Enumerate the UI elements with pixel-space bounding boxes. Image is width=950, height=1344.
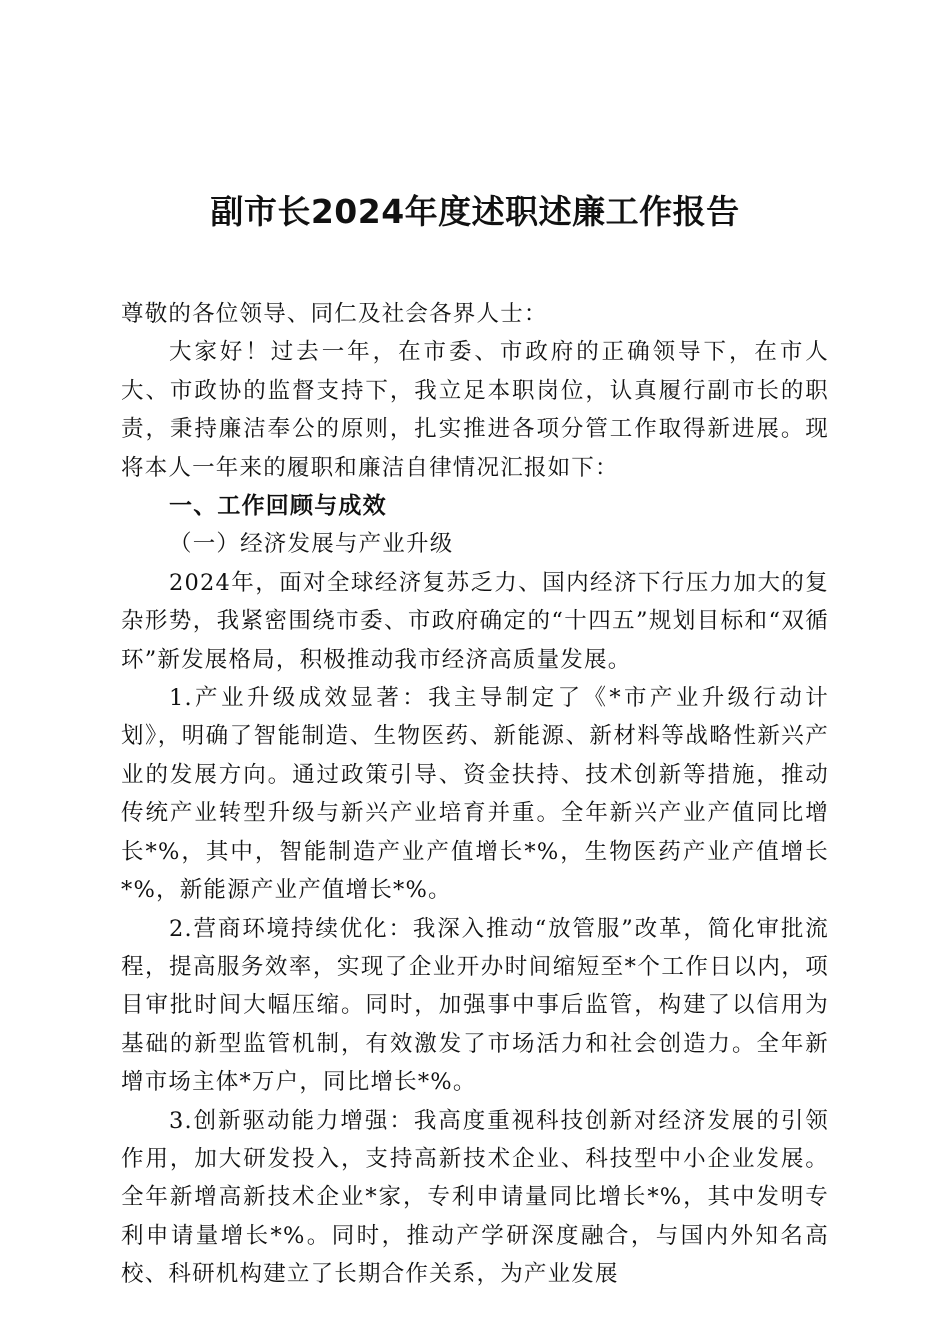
section-heading: 一、工作回顾与成效	[169, 493, 387, 520]
intro-paragraph: 大家好！过去一年，在市委、市政府的正确领导下，在市人大、市政协的监督支持下，我立足本职岗位，认真履行副市长的职责，秉持廉洁奉公的原则，扎实推进各项分管工作取得新进展。现将本人一年来的履职和廉洁自律情况汇报如下：	[121, 339, 829, 481]
item-paragraph-3: 3.创新驱动能力增强：我高度重视科技创新对经济发展的引领作用，加大研发投入，支持高新技术企业、科技型中小企业发展。全年新增高新技术企业*家，专利申请量同比增长*%，其中发明专利申请量增长*%。同时，推动产学研深度融合，与国内外知名高校、科研机构建立了长期合作关系，为产业发展	[121, 1107, 829, 1288]
document-body	[121, 295, 829, 1294]
overview-paragraph: 2024年，面对全球经济复苏乏力、国内经济下行压力加大的复杂形势，我紧密围绕市委、市政府确定的“十四五”规划目标和“双循环”新发展格局，积极推动我市经济高质量发展。	[121, 569, 829, 673]
salutation: 尊敬的各位领导、同仁及社会各界人士：	[121, 301, 548, 327]
item-paragraph-2: 2.营商环境持续优化：我深入推动“放管服”改革，简化审批流程，提高服务效率，实现了企业开办时间缩短至*个工作日以内，项目审批时间大幅压缩。同时，加强事中事后监管，构建了以信用为基础的新型监管机制，有效激发了市场活力和社会创造力。全年新增市场主体*万户，同比增长*%。	[121, 915, 829, 1096]
document-title: 副市长2024年度述职述廉工作报告	[210, 192, 740, 231]
subsection-heading: （一）经济发展与产业升级	[169, 531, 454, 558]
item-paragraph-1: 1.产业升级成效显著：我主导制定了《*市产业升级行动计划》，明确了智能制造、生物医药、新能源、新材料等战略性新兴产业的发展方向。通过政策引导、资金扶持、技术创新等措施，推动传统产业转型升级与新兴产业培育并重。全年新兴产业产值同比增长*%，其中，智能制造产业产值增长*%，生物医药产业产值增长*%，新能源产业产值增长*%。	[121, 685, 829, 904]
